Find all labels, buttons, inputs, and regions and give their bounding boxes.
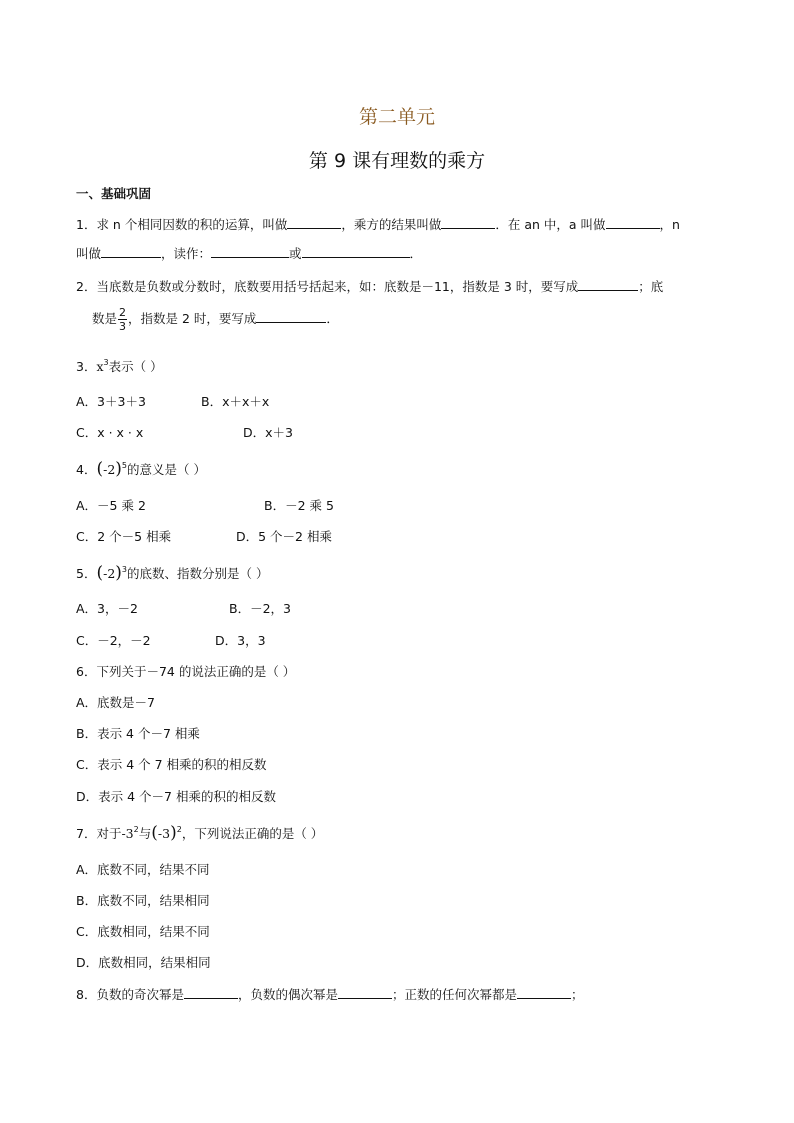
question-7-stem <box>76 824 323 843</box>
q4-number: 4． <box>76 462 97 477</box>
q7-open-paren: ( <box>151 823 158 843</box>
q8-text-1: 8．负数的奇次幂是 <box>76 987 184 1002</box>
fraction <box>118 306 127 333</box>
q8-text-2: ，负数的偶次幂是 <box>237 987 338 1002</box>
q1-text-1: 1．求 n 个相同因数的积的运算，叫做 <box>76 217 288 232</box>
q4-open-paren: ( <box>96 459 104 479</box>
q8-blank-1[interactable] <box>184 986 238 999</box>
question-2-line-1 <box>76 278 663 296</box>
q1-blank-6[interactable] <box>302 245 410 258</box>
q5-option-a[interactable]: A．3，－2 <box>76 601 138 616</box>
q4-close-paren: ) <box>115 459 122 479</box>
q1-blank-4[interactable] <box>101 245 161 258</box>
question-2-line-2 <box>92 306 339 333</box>
q1-blank-2[interactable] <box>441 216 495 229</box>
q7-option-d[interactable]: D．底数相同，结果相同 <box>76 955 211 970</box>
q4-option-b[interactable]: B．－2 乘 5 <box>264 498 334 513</box>
question-4-stem <box>76 460 206 479</box>
q5-option-b[interactable]: B．－2，3 <box>229 601 291 616</box>
q2-text-4: ，指数是 2 时，要写成 <box>128 311 257 326</box>
fraction-denominator: 3 <box>119 320 127 333</box>
q6-option-d[interactable]: D．表示 4 个－7 相乘的积的相反数 <box>76 789 276 804</box>
q4-option-d[interactable]: D．5 个－2 相乘 <box>236 529 332 544</box>
q3-option-b[interactable]: B．x＋x＋x <box>201 394 270 409</box>
q3-base: x <box>96 359 104 374</box>
q3-option-a[interactable]: A．3＋3＋3 <box>76 394 146 409</box>
q7-text-1: 7．对于 <box>76 826 122 841</box>
q5-exponent: 3 <box>121 565 128 574</box>
q7-expr-1-base: -3 <box>121 826 134 841</box>
q6-option-c[interactable]: C．表示 4 个 7 相乘的积的相反数 <box>76 757 267 772</box>
q5-option-d[interactable]: D．3，3 <box>215 633 266 648</box>
unit-title: 第二单元 <box>358 106 435 128</box>
q1-text-8: ． <box>409 246 423 261</box>
q1-blank-5[interactable] <box>211 245 289 258</box>
q8-blank-3[interactable] <box>517 986 571 999</box>
q7-expr-1-exponent: 2 <box>133 825 139 834</box>
q1-blank-1[interactable] <box>287 216 341 229</box>
q7-expr-2-base: -3 <box>157 826 171 841</box>
q3-exponent: 3 <box>103 358 109 367</box>
q5-close-paren: ) <box>115 563 122 583</box>
q3-text: 表示（ ） <box>108 359 163 374</box>
q8-text-4: ； <box>571 987 584 1002</box>
q8-blank-2[interactable] <box>338 986 392 999</box>
lesson-title: 第 9 课有理数的乘方 <box>308 150 486 172</box>
q1-text-3: ．在 an 中，a 叫做 <box>495 217 606 232</box>
q4-option-c[interactable]: C．2 个－5 相乘 <box>76 529 172 544</box>
q1-text-5: 叫做 <box>76 246 102 261</box>
q1-text-6: ，读作： <box>161 246 212 261</box>
q2-text-2: ；底 <box>638 279 664 294</box>
q2-blank-2[interactable] <box>256 310 326 323</box>
q6-option-b[interactable]: B．表示 4 个－7 相乘 <box>76 726 200 741</box>
q5-option-c[interactable]: C．－2，－2 <box>76 633 151 648</box>
q4-text: 的意义是（ ） <box>127 462 206 477</box>
q1-text-4: ，n <box>659 217 680 232</box>
q3-option-c[interactable]: C．x · x · x <box>76 425 144 440</box>
q2-text-1: 2．当底数是负数或分数时，底数要用括号括起来，如：底数是－11，指数是 3 时，要写成 <box>76 279 579 294</box>
question-8-line <box>76 986 584 1004</box>
q6-option-a[interactable]: A．底数是－7 <box>76 695 156 710</box>
q8-text-3: ；正数的任何次幂都是 <box>391 987 517 1002</box>
q4-exponent: 5 <box>121 461 128 470</box>
q5-open-paren: ( <box>96 563 104 583</box>
q1-blank-3[interactable] <box>606 216 660 229</box>
q7-expr-2-exponent: 2 <box>176 825 182 834</box>
q5-base: -2 <box>103 566 116 581</box>
q5-number: 5． <box>76 566 97 581</box>
q3-number: 3． <box>76 359 97 374</box>
q7-option-b[interactable]: B．底数不同，结果相同 <box>76 893 210 908</box>
question-1-line-2 <box>76 245 422 263</box>
q4-base: -2 <box>103 462 116 477</box>
question-1-line-1 <box>76 216 680 234</box>
question-6-stem: 6．下列关于－74 的说法正确的是（ ） <box>76 664 296 679</box>
fraction-numerator: 2 <box>119 306 127 319</box>
q7-text-2: 与 <box>138 826 152 841</box>
section-title: 一、基础巩固 <box>76 186 152 201</box>
q7-option-c[interactable]: C．底数相同，结果不同 <box>76 924 210 939</box>
q7-option-a[interactable]: A．底数不同，结果不同 <box>76 862 210 877</box>
question-3-stem <box>76 358 163 376</box>
q2-blank-1[interactable] <box>578 278 638 291</box>
q2-text-5: ． <box>326 311 339 326</box>
q2-text-3: 数是 <box>92 311 118 326</box>
q7-close-paren: ) <box>170 823 177 843</box>
q3-option-d[interactable]: D．x＋3 <box>243 425 293 440</box>
q1-text-7: 或 <box>289 246 302 261</box>
q5-text: 的底数、指数分别是（ ） <box>127 566 269 581</box>
question-5-stem <box>76 564 269 583</box>
q7-text-3: ，下列说法正确的是（ ） <box>181 826 324 841</box>
q4-option-a[interactable]: A．－5 乘 2 <box>76 498 146 513</box>
q1-text-2: ，乘方的结果叫做 <box>341 217 442 232</box>
